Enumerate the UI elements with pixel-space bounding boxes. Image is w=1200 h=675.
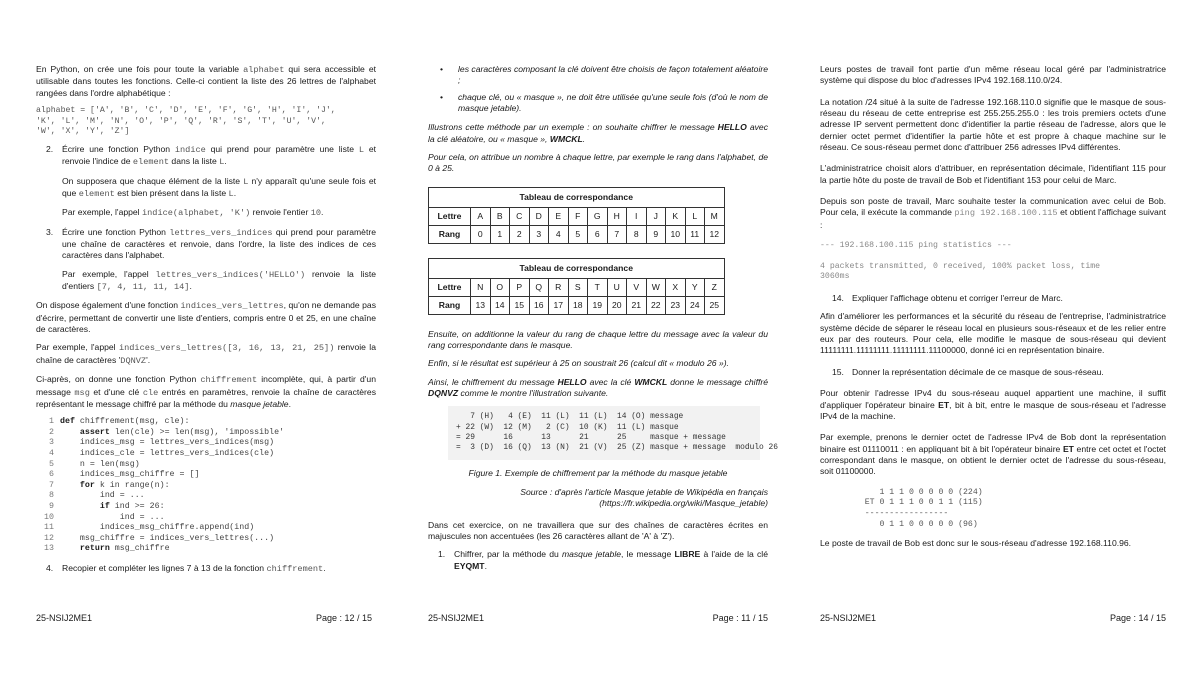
page-content	[428, 64, 778, 579]
line-number: 3	[49, 438, 54, 448]
paragraph-indices-vers-lettres: On dispose également d'une fonction indices_vers_lettres, qu'on ne demande pas d'écrire, permettant de convertir une liste d'entiers, compris entre 0 et 25, en une chaîne de caractères.	[36, 300, 376, 335]
question-1: 1. Chiffrer, par la méthode du masque jetable, le message LIBRE à l'aide de la clé EYQMT.	[438, 549, 768, 571]
footer-page-number: Page : 11 / 15	[712, 613, 768, 623]
table-cell: 12	[705, 225, 725, 243]
paragraph-result: Ainsi, le chiffrement du message HELLO avec la clé WMCKL donne le message chiffré DQNVZ comme le montre l'illustration suivante.	[428, 376, 768, 399]
line-number: 5	[49, 459, 54, 469]
table-cell: H	[607, 207, 627, 225]
table-cell: S	[568, 278, 588, 296]
table-cell: A	[471, 207, 491, 225]
paragraph-and-operator: Pour obtenir l'adresse IPv4 du sous-réseau auquel appartient une machine, il suffit d'appliquer l'opérateur binaire ET, bit à bit, entre le masque de sous-réseau et l'adresse IPv4 de la machine.	[820, 388, 1167, 421]
table-cell: J	[646, 207, 666, 225]
code-line: 4 indices_cle = lettres_vers_indices(cle)	[40, 449, 376, 460]
binary-and-calculation: 1 1 1 0 0 0 0 0 (224) ET 0 1 1 1 0 0 1 1 (115) ----------------- 0 1 1 0 0 0 0 0 (96)	[864, 487, 983, 529]
footer-reference: 25-NSIJ2ME1	[820, 613, 877, 623]
document-page-12	[0, 0, 396, 675]
table-cell: D	[529, 207, 549, 225]
table-cell: F	[568, 207, 588, 225]
paragraph-notation: La notation /24 situé à la suite de l'adresse 192.168.110.0 signifie que le masque de sous-réseau du réseau de cette entreprise est 255.255.255.0 : les trois premiers octets d'une adresse IP servent permettent donc d'identifier la partie réseau de l'adresse, alors que le dernier octet permet d'identifier la partie hôte et est propre à chaque machine sur le réseau. Ce sous-réseau permet donc d'attribuer 256 adresses IPv4 différentes.	[820, 96, 1166, 153]
line-number: 6	[49, 470, 54, 480]
table-cell: 22	[646, 296, 666, 314]
figure-source: Source : d'après l'article Masque jetable de Wikipédia en français (https://fr.wikipedia.org/wiki/Masque_jetable)	[520, 486, 768, 509]
table-cell: 25	[705, 296, 725, 314]
table-cell: 8	[627, 225, 647, 243]
correspondence-table-2	[428, 258, 725, 315]
table-cell: 20	[607, 296, 627, 314]
table-cell: 4	[549, 225, 569, 243]
paragraph-ping: Depuis son poste de travail, Marc souhaite tester la communication avec celui de Bob. Pour cela, il exécute la commande ping 192.168.100.115 et obtient l'affichage suivant :	[820, 196, 1167, 230]
page-footer	[428, 613, 768, 625]
paragraph-illustration: Illustrons cette méthode par un exemple : on souhaite chiffrer le message HELLO avec la clé aléatoire, ou « masque », WMCKL.	[428, 122, 768, 144]
table-cell: 3	[529, 225, 549, 243]
page-footer	[820, 613, 1166, 625]
paragraph-uppercase-note: Dans cet exercice, on ne travaillera que sur des chaînes de caractères écrites en majuscules non accentuées (les 26 caractères allant de 'A' à 'Z').	[428, 519, 768, 541]
line-number: 7	[49, 480, 54, 490]
table-cell: M	[705, 207, 725, 225]
figure-1-illustration: 7 (H) 4 (E) 11 (L) 11 (L) 14 (O) message + 22 (W) 12 (M) 2 (C) 10 (K) 11 (L) masque = 29 16 13 21 25 masque + message = 3 (D) 16 (Q) 13 (N) 21 (V) 25 (Z) masque + message modulo 26	[448, 406, 760, 459]
table-cell: N	[471, 278, 491, 296]
correspondence-table-1	[428, 187, 725, 244]
footer-reference: 25-NSIJ2ME1	[428, 613, 485, 623]
code-line: 10 ind = ...	[40, 513, 376, 524]
table-cell: I	[627, 207, 647, 225]
code-line: 3 indices_msg = lettres_vers_indices(msg)	[40, 438, 376, 449]
paragraph-bob-example: Par exemple, prenons le dernier octet de l'adresse IPv4 de Bob dont la représentation binaire est 01110011 : en appliquant bit à bit l'opérateur binaire ET entre cet octet et l'octet correspondant dans le masque, on obtient le dernier octet de l'adresse du sous-réseau, soit 01100000.	[820, 432, 1167, 477]
code-line: 12 msg_chiffre = indices_vers_lettres(...)	[40, 534, 376, 545]
ping-output-stats: 4 packets transmitted, 0 received, 100% packet loss, time 3060ms	[820, 261, 1101, 282]
table-cell: 6	[588, 225, 608, 243]
row-label-rank: Rang	[429, 296, 471, 314]
question-2-note: On supposera que chaque élément de la liste L n'y apparaît qu'une seule fois et que element est bien présent dans la liste L.	[62, 175, 376, 200]
table-cell: 15	[510, 296, 530, 314]
paragraph-addition: Ensuite, on additionne la valeur du rang de chaque lettre du message avec la valeur du rang correspondante dans le masque.	[428, 328, 768, 351]
table-cell: 24	[685, 296, 705, 314]
table-title: Tableau de correspondance	[429, 258, 725, 278]
line-number: 8	[49, 491, 54, 501]
table-cell: 11	[685, 225, 705, 243]
table-cell: 14	[490, 296, 510, 314]
table-cell: 13	[471, 296, 491, 314]
table-cell: 5	[568, 225, 588, 243]
paragraph-numbering: Pour cela, on attribue un nombre à chaque lettre, par exemple le rang dans l'alphabet, de 0 à 25.	[428, 152, 768, 174]
line-number: 12	[44, 533, 54, 543]
alphabet-code: alphabet = ['A', 'B', 'C', 'D', 'E', 'F', 'G', 'H', 'I', 'J', 'K', 'L', 'M', 'N', 'O', 'P', 'Q', 'R', 'S', 'T', 'U', 'V', 'W', 'X', 'Y', 'Z']	[36, 106, 336, 137]
row-label-letter: Lettre	[429, 207, 471, 225]
code-line: 11 indices_msg_chiffre.append(ind)	[40, 523, 376, 534]
table-cell: C	[510, 207, 530, 225]
chiffrement-code-listing	[40, 417, 376, 555]
code-line: 7 for k in range(n):	[40, 481, 376, 492]
bullet-random-key: • les caractères composant la clé doivent être choisis de façon totalement aléatoire ;	[428, 64, 768, 87]
line-number: 13	[44, 544, 54, 554]
page-footer	[36, 613, 372, 625]
question-2: 2. Écrire une fonction Python indice qui prend pour paramètre une liste L et renvoie l'indice de element dans la liste L.	[46, 144, 376, 168]
table-cell: E	[549, 207, 569, 225]
question-3-example: Par exemple, l'appel lettres_vers_indices('HELLO') renvoie la liste d'entiers [7, 4, 11, 11, 14].	[62, 268, 376, 293]
question-4: 4. Recopier et compléter les lignes 7 à 13 de la fonction chiffrement.	[46, 562, 326, 574]
figure-1-caption: Figure 1. Exemple de chiffrement par la méthode du masque jetable	[468, 467, 728, 478]
table-cell: O	[490, 278, 510, 296]
table-cell: 18	[568, 296, 588, 314]
table-cell: L	[685, 207, 705, 225]
row-label-letter: Lettre	[429, 278, 471, 296]
question-15: 15. Donner la représentation décimale de ce masque de sous-réseau.	[832, 366, 1104, 377]
table-cell: U	[607, 278, 627, 296]
line-number: 2	[49, 427, 54, 437]
code-line: 2 assert len(cle) >= len(msg), 'impossible'	[40, 428, 376, 439]
line-number: 9	[49, 501, 54, 511]
table-cell: Q	[529, 278, 549, 296]
table-cell: P	[510, 278, 530, 296]
paragraph-subnetting: Afin d'améliorer les performances et la sécurité du réseau de l'entreprise, l'administratrice système décide de séparer le réseau local en plusieurs sous-réseaux et de les relier entre eux par des routeurs. Pour cela, elle modifie le masque de sous-réseau qui devient 11111111.11111111.11111111.11100000, donné ici en représentation binaire.	[820, 311, 1166, 356]
paragraph-alphabet-intro: En Python, on crée une fois pour toute la variable alphabet qui sera accessible et utilisable dans toutes les fonctions. Celle-ci contient la liste des 26 lettres de l'alphabet rangées dans l'ordre alphabétique :	[36, 64, 376, 98]
code-line: 9 if ind >= 26:	[40, 502, 376, 513]
footer-page-number: Page : 14 / 15	[1109, 613, 1166, 623]
document-page-11	[402, 0, 798, 675]
table-cell: Y	[685, 278, 705, 296]
table-cell: 21	[627, 296, 647, 314]
code-line: 13 return msg_chiffre	[40, 544, 376, 555]
table-cell: 0	[471, 225, 491, 243]
code-line: 5 n = len(msg)	[40, 460, 376, 471]
footer-page-number: Page : 12 / 15	[315, 613, 372, 623]
table-cell: G	[588, 207, 608, 225]
table-cell: X	[666, 278, 686, 296]
paragraph-modulo: Enfin, si le résultat est supérieur à 25 on soustrait 26 (calcul dit « modulo 26 »).	[428, 358, 729, 369]
table-cell: 10	[666, 225, 686, 243]
question-14: 14. Expliquer l'affichage obtenu et corriger l'erreur de Marc.	[832, 293, 1063, 304]
table-cell: T	[588, 278, 608, 296]
table-cell: 9	[646, 225, 666, 243]
table-cell: 1	[490, 225, 510, 243]
table-cell: W	[646, 278, 666, 296]
table-cell: 7	[607, 225, 627, 243]
paragraph-conclusion: Le poste de travail de Bob est donc sur le sous-réseau d'adresse 192.168.110.96.	[820, 538, 1132, 549]
table-cell: B	[490, 207, 510, 225]
code-line: 1 def chiffrement(msg, cle):	[40, 417, 376, 428]
table-cell: 23	[666, 296, 686, 314]
table-cell: R	[549, 278, 569, 296]
table-cell: 19	[588, 296, 608, 314]
bullet-single-use: • chaque clé, ou « masque », ne doit être utilisée qu'une seule fois (d'où le nom de masque jetable).	[428, 92, 768, 115]
line-number: 11	[44, 523, 54, 533]
paragraph-admin-ids: L'administratrice choisit alors d'attribuer, en représentation décimale, l'identifiant 115 pour la partie hôte du poste de travail de Bob et l'identifiant 153 pour celui de Marc.	[820, 163, 1166, 185]
page-content	[820, 64, 1166, 557]
paragraph-local-network: Leurs postes de travail font partie d'un même réseau local géré par l'administratrice système qui dispose du bloc d'adresses IPv4 192.168.110.0/24.	[820, 64, 1166, 86]
table-cell: 2	[510, 225, 530, 243]
table-title: Tableau de correspondance	[429, 187, 725, 207]
line-number: 10	[44, 512, 54, 522]
ping-output-header: --- 192.168.100.115 ping statistics ---	[820, 241, 1012, 251]
table-cell: K	[666, 207, 686, 225]
paragraph-example-call: Par exemple, l'appel indices_vers_lettres([3, 16, 13, 21, 25]) renvoie la chaîne de caractères 'DQNVZ'.	[36, 342, 376, 366]
page-content	[36, 64, 376, 582]
code-line: 8 ind = ...	[40, 491, 376, 502]
table-cell: Z	[705, 278, 725, 296]
table-cell: 17	[549, 296, 569, 314]
question-2-example: Par exemple, l'appel indice(alphabet, 'K') renvoie l'entier 10.	[62, 207, 324, 219]
row-label-rank: Rang	[429, 225, 471, 243]
line-number: 1	[49, 417, 54, 427]
document-page-14	[804, 0, 1200, 675]
table-cell: V	[627, 278, 647, 296]
footer-reference: 25-NSIJ2ME1	[36, 613, 93, 623]
paragraph-chiffrement-intro: Ci-après, on donne une fonction Python chiffrement incomplète, qui, à partir d'un message msg et d'une clé cle entrés en paramètres, renvoie la chaîne de caractères représentant le message chiffré par la méthode du masque jetable.	[36, 374, 376, 409]
code-line: 6 indices_msg_chiffre = []	[40, 470, 376, 481]
question-3: 3. Écrire une fonction Python lettres_vers_indices qui prend pour paramètre une chaîne de caractères et renvoie, dans l'ordre, la liste des indices de ces caractères dans l'alphabet.	[46, 226, 376, 261]
line-number: 4	[49, 448, 54, 458]
table-cell: 16	[529, 296, 549, 314]
